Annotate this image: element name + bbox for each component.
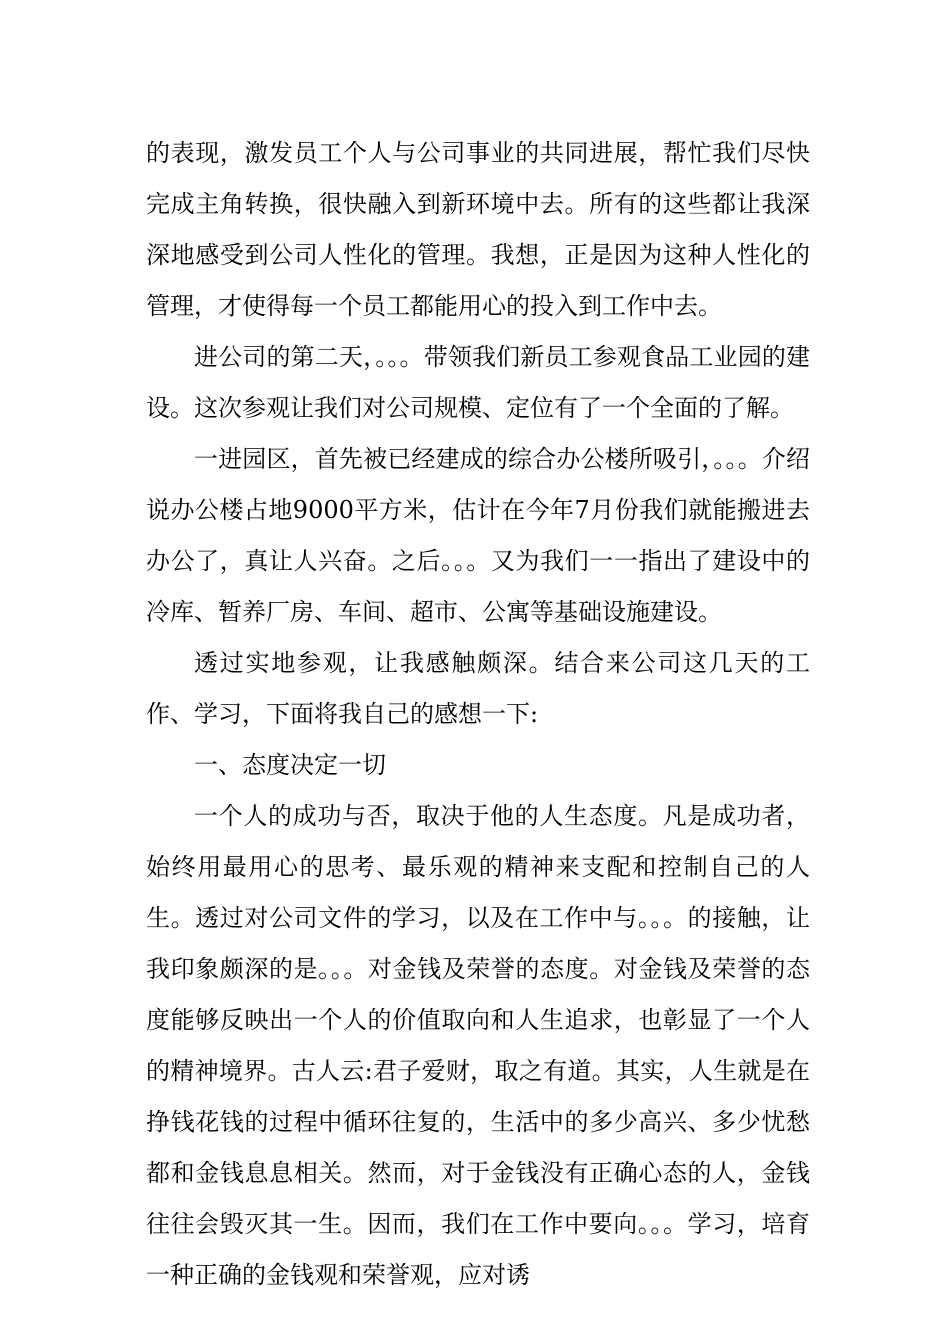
paragraph-attitude: 一个人的成功与否，取决于他的人生态度。凡是成功者，始终用最用心的思考、最乐观的精神来支配和控制自己的人生。透过对公司文件的学习，以及在工作中与。。。的接触，让我印象颇深的是。。。对金钱及荣誉的态度。对金钱及荣誉的态度能够反映出一个人的价值取向和人生追求，也彰显了一个人的精神境界。古人云:君子爱财，取之有道。其实，人生就是在挣钱花钱的过程中循环往复的，生活中的多少高兴、多少忧愁都和金钱息息相关。然而，对于金钱没有正确心态的人，金钱往往会毁灭其一生。因而，我们在工作中要向。。。学习，培育一种正确的金钱观和荣誉观，应对诱 — [146, 802, 810, 1289]
paragraph-continuation: 的表现，激发员工个人与公司事业的共同进展，帮忙我们尽快完成主角转换，很快融入到新环境中去。所有的这些都让我深深地感受到公司人性化的管理。我想，正是因为这种人性化的管理，才使得每一个员工都能用心的投入到工作中去。 — [146, 139, 810, 320]
paragraph-impressions: 透过实地参观，让我感触颇深。结合来公司这几天的工作、学习，下面将我自己的感想一下: — [146, 649, 810, 728]
paragraph-office-building: 一进园区，首先被已经建成的综合办公楼所吸引，。。。介绍说办公楼占地9000平方米，估计在今年7月份我们就能搬进去办公了，真让人兴奋。之后。。。又为我们一一指出了建设中的冷库、暂养厂房、车间、超市、公寓等基础设施建设。 — [146, 445, 810, 626]
section-heading-attitude: 一、态度决定一切 — [194, 751, 386, 779]
document-body — [146, 128, 810, 1301]
paragraph-park-visit: 进公司的第二天，。。。带领我们新员工参观食品工业园的建设。这次参观让我们对公司规模、定位有了一个全面的了解。 — [146, 343, 810, 422]
